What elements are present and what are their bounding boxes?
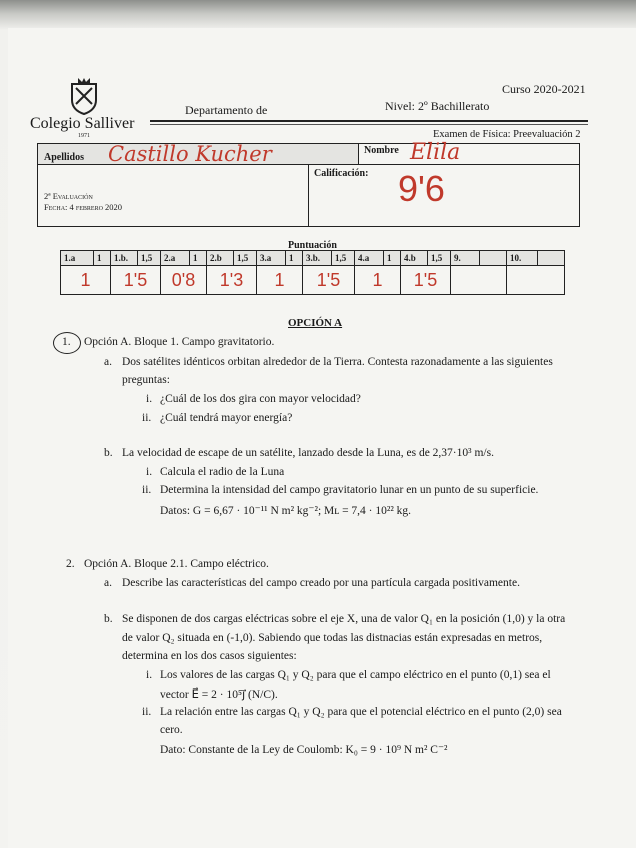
score-header-cell: 1 bbox=[94, 251, 111, 266]
department-label: Departamento de bbox=[185, 103, 268, 117]
q2b-label: b. bbox=[104, 613, 113, 625]
q1bi-label: i. bbox=[146, 466, 153, 478]
score-value: 1'5 bbox=[111, 266, 161, 295]
score-value bbox=[507, 266, 565, 295]
calificacion-value: 9'6 bbox=[398, 168, 445, 209]
score-header-cell: 1,5 bbox=[332, 251, 355, 266]
score-header-cell: 2.b bbox=[207, 251, 234, 266]
score-header-cell: 1 bbox=[286, 251, 303, 266]
nombre-label: Nombre bbox=[364, 145, 399, 156]
header-rule-thin bbox=[150, 124, 588, 125]
q1bi-text: Calcula el radio de la Luna bbox=[160, 466, 285, 478]
score-value: 1'3 bbox=[207, 266, 257, 295]
score-header-cell: 2.a bbox=[161, 251, 190, 266]
q2a-label: a. bbox=[104, 577, 112, 589]
apellidos-value: Castillo Kucher bbox=[108, 142, 272, 166]
score-value: 1 bbox=[355, 266, 401, 295]
q2bii-label: ii. bbox=[142, 706, 152, 718]
score-header-cell bbox=[538, 251, 565, 266]
q1b-label: b. bbox=[104, 447, 113, 459]
score-value: 1 bbox=[61, 266, 111, 295]
score-value: 1 bbox=[257, 266, 303, 295]
course-label: Curso 2020-2021 bbox=[502, 82, 586, 96]
exam-title: Examen de Física: Preevaluación 2 bbox=[433, 129, 581, 140]
score-header-cell: 1 bbox=[190, 251, 207, 266]
q2b-line1: Se disponen de dos cargas eléctricas sobre el eje X, una de valor Q₁ en la posición (1,0) y la otra bbox=[122, 613, 566, 625]
q2bi-label: i. bbox=[146, 669, 153, 681]
score-header-cell: 3.a bbox=[257, 251, 286, 266]
school-name: Colegio Salliver bbox=[30, 115, 135, 132]
school-year: 1971 bbox=[78, 133, 90, 139]
q2bii-line1: La relación entre las cargas Q₁ y Q₂ para que el potencial eléctrico en el punto (2,0) sea bbox=[160, 706, 562, 718]
q1aii-label: ii. bbox=[142, 412, 152, 424]
score-header-cell: 1.a bbox=[61, 251, 94, 266]
q1a-label: a. bbox=[104, 356, 112, 368]
score-values-row bbox=[61, 266, 565, 295]
q1bii-label: ii. bbox=[142, 484, 152, 496]
score-header-cell: 4.b bbox=[401, 251, 428, 266]
score-header-cell bbox=[480, 251, 507, 266]
score-value: 1'5 bbox=[303, 266, 355, 295]
score-header-cell: 3.b. bbox=[303, 251, 332, 266]
nombre-value: Elila bbox=[410, 140, 461, 165]
q2-title: Opción A. Bloque 2.1. Campo eléctrico. bbox=[84, 558, 269, 570]
score-header-cell: 1,5 bbox=[234, 251, 257, 266]
q1a-text: Dos satélites idénticos orbitan alrededor de la Tierra. Contesta razonadamente a las siguientes bbox=[122, 356, 553, 368]
score-header-cell: 10. bbox=[507, 251, 538, 266]
q2bi-line1: Los valores de las cargas Q₁ y Q₂ para que el campo eléctrico en el punto (0,1) sea el bbox=[160, 669, 551, 681]
q2-number: 2. bbox=[66, 558, 75, 570]
score-title: Puntuación bbox=[288, 240, 337, 251]
q1-datos: Datos: G = 6,67 · 10⁻¹¹ N m² kg⁻²; Mʟ = 7,4 · 10²² kg. bbox=[160, 505, 412, 517]
q2bi-line2: vector E⃗ = 2 · 10⁵ȷ⃗ (N/C). bbox=[160, 689, 278, 701]
score-header-cell: 1.b. bbox=[111, 251, 138, 266]
student-id-box bbox=[37, 140, 580, 227]
header-rule bbox=[150, 120, 588, 122]
q1b-text: La velocidad de escape de un satélite, lanzado desde la Luna, es de 2,37·10³ m/s. bbox=[122, 447, 494, 459]
score-header-cell: 1,5 bbox=[428, 251, 451, 266]
school-crest-icon bbox=[64, 76, 104, 116]
score-table bbox=[60, 250, 565, 295]
apellidos-label: Apellidos bbox=[44, 152, 85, 163]
q1bii-text: Determina la intensidad del campo gravitatorio lunar en un punto de su superficie. bbox=[160, 484, 539, 496]
score-value: 1'5 bbox=[401, 266, 451, 295]
level-label: Nivel: 2º Bachillerato bbox=[385, 99, 490, 113]
score-header-cell: 9. bbox=[451, 251, 480, 266]
score-header-cell: 4.a bbox=[355, 251, 384, 266]
q2-dato: Dato: Constante de la Ley de Coulomb: K₀ = 9 · 10⁹ N m² C⁻² bbox=[160, 744, 448, 756]
q1ai-label: i. bbox=[146, 393, 153, 405]
score-header-row bbox=[61, 251, 565, 266]
score-header-cell: 1,5 bbox=[138, 251, 161, 266]
q2a-text: Describe las características del campo creado por una partícula cargada positivamente. bbox=[122, 577, 520, 589]
calificacion-label: Calificación: bbox=[314, 168, 369, 179]
q1-number: 1. bbox=[62, 336, 71, 348]
q2bii-line2: cero. bbox=[160, 724, 183, 736]
q2b-line3: determina en los dos casos siguientes: bbox=[122, 650, 297, 662]
fecha-label: Fecha: 4 febrero 2020 bbox=[44, 202, 123, 212]
id-divider-v bbox=[308, 164, 309, 226]
q1aii-text: ¿Cuál tendrá mayor energía? bbox=[160, 412, 293, 424]
q1a-text2: preguntas: bbox=[122, 374, 170, 386]
score-header-cell: 1 bbox=[384, 251, 401, 266]
id-divider-v2 bbox=[358, 144, 359, 164]
score-value bbox=[451, 266, 507, 295]
q2b-line2: de valor Q₂ situada en (-1,0). Sabiendo que todas las distnacias están expresadas en metros, bbox=[122, 632, 543, 644]
score-value: 0'8 bbox=[161, 266, 207, 295]
section-title: OPCIÓN A bbox=[288, 317, 343, 329]
q1-title: Opción A. Bloque 1. Campo gravitatorio. bbox=[84, 336, 275, 348]
evaluacion-label: 2ª Evaluación bbox=[44, 191, 93, 201]
q1ai-text: ¿Cuál de los dos gira con mayor velocidad? bbox=[160, 393, 361, 405]
